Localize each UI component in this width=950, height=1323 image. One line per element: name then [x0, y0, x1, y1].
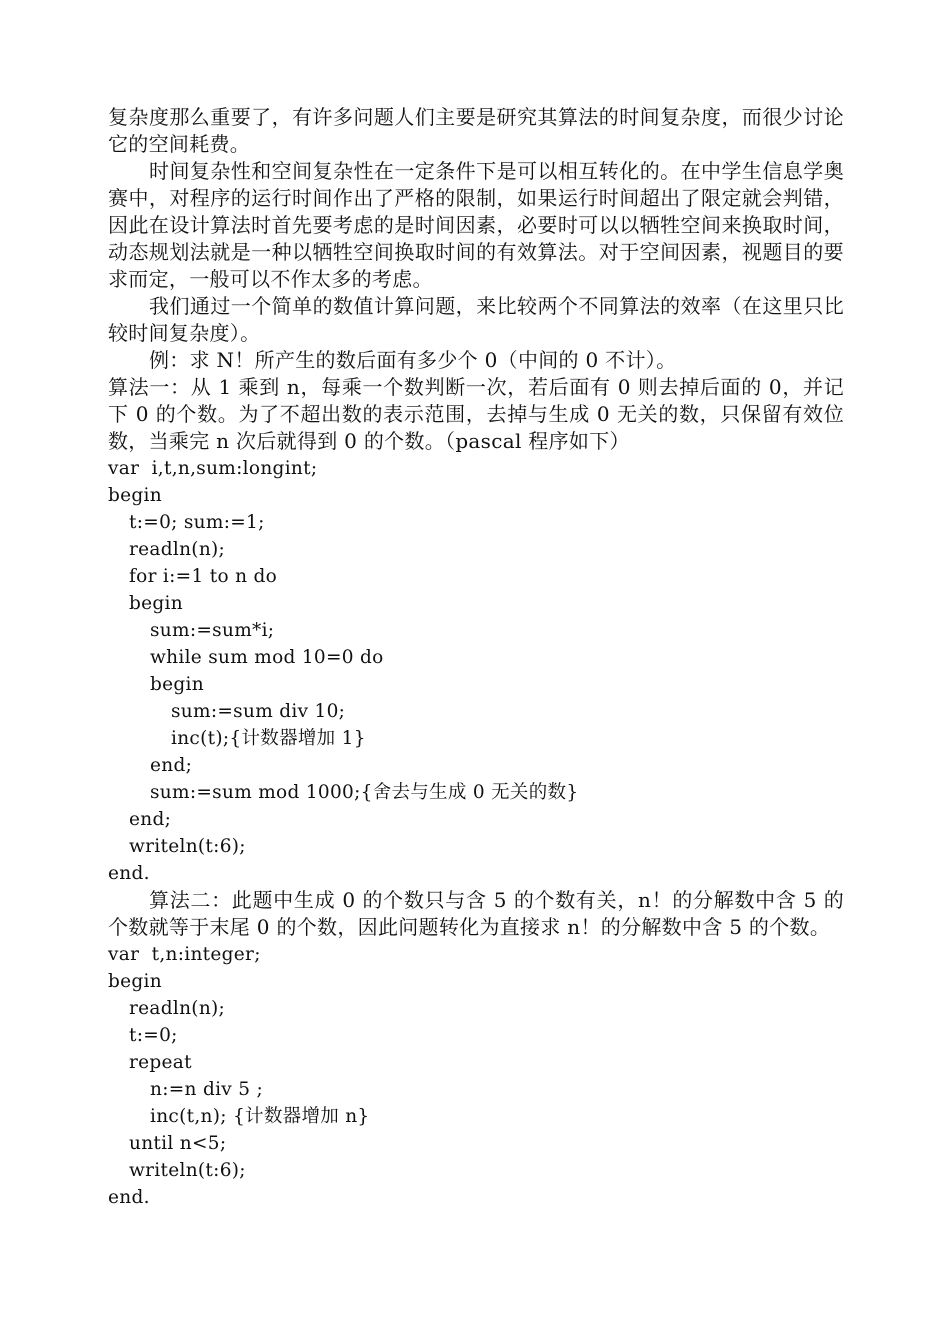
code-line: sum:=sum div 10;	[171, 701, 346, 722]
code-line: readln(n);	[129, 998, 226, 1019]
code-line: inc(t);{计数器增加 1}	[171, 728, 366, 749]
code-line: end.	[108, 1187, 150, 1208]
paragraph-comparison-intro: 我们通过一个简单的数值计算问题，来比较两个不同算法的效率（在这里只比较时间复杂度）。	[108, 294, 844, 345]
paragraph-continuation: 复杂度那么重要了，有许多问题人们主要是研究其算法的时间复杂度，而很少讨论它的空间耗费。	[108, 105, 844, 156]
code-line: begin	[108, 485, 162, 506]
code-line: var i,t,n,sum:longint;	[108, 458, 318, 479]
paragraph-algorithm-two: 算法二：此题中生成 0 的个数只与含 5 的个数有关，n！的分解数中含 5 的个数就等于末尾 0 的个数，因此问题转化为直接求 n！的分解数中含 5 的个数。	[108, 888, 844, 939]
paragraph-complexity-tradeoff: 时间复杂性和空间复杂性在一定条件下是可以相互转化的。在中学生信息学奥赛中，对程序的运行时间作出了严格的限制，如果运行时间超出了限定就会判错，因此在设计算法时首先要考虑的是时间因素，必要时可以以牺牲空间来换取时间，动态规划法就是一种以牺牲空间换取时间的有效算法。对于空间因素，视题目的要求而定，一般可以不作太多的考虑。	[108, 159, 844, 291]
code-line: begin	[150, 674, 204, 695]
paragraph-algorithm-one: 算法一：从 1 乘到 n，每乘一个数判断一次，若后面有 0 则去掉后面的 0，并记下 0 的个数。为了不超出数的表示范围，去掉与生成 0 无关的数，只保留有效位数，当乘完 n 次后就得到 0 的个数。（pascal 程序如下）	[108, 375, 844, 453]
code-line: while sum mod 10=0 do	[150, 647, 384, 668]
code-block-algorithm-two	[108, 941, 844, 1211]
code-line: repeat	[129, 1052, 192, 1073]
code-line: t:=0;	[129, 1025, 178, 1046]
code-line: begin	[108, 971, 162, 992]
code-line: end.	[108, 863, 150, 884]
code-line: for i:=1 to n do	[129, 566, 278, 587]
code-line: n:=n div 5 ;	[150, 1079, 264, 1100]
code-line: readln(n);	[129, 539, 226, 560]
code-line: writeln(t:6);	[129, 836, 246, 857]
code-line: t:=0; sum:=1;	[129, 512, 265, 533]
code-line: until n<5;	[129, 1133, 227, 1154]
code-line: writeln(t:6);	[129, 1160, 246, 1181]
code-line: var t,n:integer;	[108, 944, 261, 965]
paragraph-example-problem: 例：求 N！所产生的数后面有多少个 0（中间的 0 不计）。	[149, 348, 677, 372]
code-line: inc(t,n); {计数器增加 n}	[150, 1106, 370, 1127]
code-line: begin	[129, 593, 183, 614]
code-block-algorithm-one	[108, 455, 844, 887]
document-page	[108, 104, 844, 1211]
code-line: sum:=sum*i;	[150, 620, 275, 641]
code-line: end;	[150, 755, 193, 776]
code-line: sum:=sum mod 1000;{舍去与生成 0 无关的数}	[150, 782, 579, 803]
code-line: end;	[129, 809, 172, 830]
